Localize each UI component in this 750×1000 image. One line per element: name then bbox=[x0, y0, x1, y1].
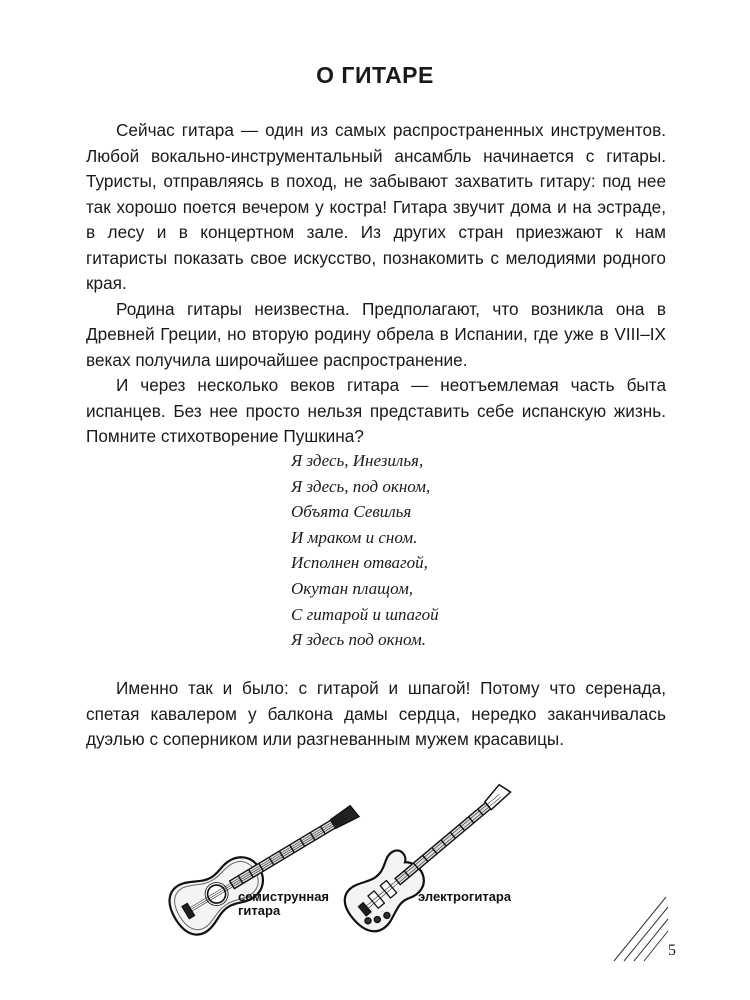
acoustic-guitar-caption bbox=[238, 890, 329, 918]
paragraph-2: Родина гитары неизвестна. Предполагают, что возникла она в Древней Греции, но вторую родину обрела в Испании, где уже в VIII–IX веках получила широчайшее распространение. bbox=[86, 298, 666, 370]
poem-line: Я здесь под окном. bbox=[291, 630, 426, 650]
page-title: О ГИТАРЕ bbox=[316, 62, 434, 88]
electric-guitar-icon bbox=[336, 780, 525, 939]
poem-line: Я здесь, Инезилья, bbox=[291, 451, 424, 470]
guitars-illustration bbox=[160, 780, 560, 940]
page-number: 5 bbox=[668, 942, 676, 959]
paragraph-3: И через несколько веков гитара — неотъемлемая часть быта испанцев. Без нее просто нельзя представить себе испанскую жизнь. Помните стихотворение Пушкина? bbox=[86, 375, 666, 446]
pushkin-poem bbox=[291, 448, 439, 653]
intro-text bbox=[86, 118, 666, 450]
poem-line: Объята Севилья bbox=[291, 502, 412, 522]
poem-line: Окутан плащом, bbox=[291, 578, 414, 598]
poem-line: С гитарой и шпагой bbox=[291, 604, 439, 624]
paragraph-1: Сейчас гитара — один из самых распространенных инструментов. Любой вокально-инструментальный ансамбль начинается с гитары. Туристы, отправляясь в поход, не забывают захватить гитару: под нее так хорошо поется вечером у костра! Гитара звучит дома и на эстраде, в лесу и в концертном зале. Из других стран приезжают к нам гитаристы показать свое искусство, познакомить с мелодиями родного края. bbox=[86, 120, 666, 293]
poem-line: И мраком и сном. bbox=[291, 527, 418, 547]
caption-line: гитара bbox=[238, 903, 281, 918]
poem-line: Исполнен отвагой, bbox=[291, 553, 428, 573]
poem-line: Я здесь, под окном, bbox=[291, 476, 431, 496]
paragraph-closing: Именно так и было: с гитарой и шпагой! Потому что серенада, спетая кавалером у балкона дамы сердца, нередко заканчивалась дуэлью с соперником или разгневанным мужем красавицы. bbox=[86, 678, 666, 749]
caption-line: семиструнная bbox=[238, 889, 330, 904]
closing-text bbox=[86, 676, 666, 753]
electric-guitar-caption: электрогитара bbox=[418, 889, 512, 904]
corner-lines-decoration bbox=[610, 895, 670, 965]
